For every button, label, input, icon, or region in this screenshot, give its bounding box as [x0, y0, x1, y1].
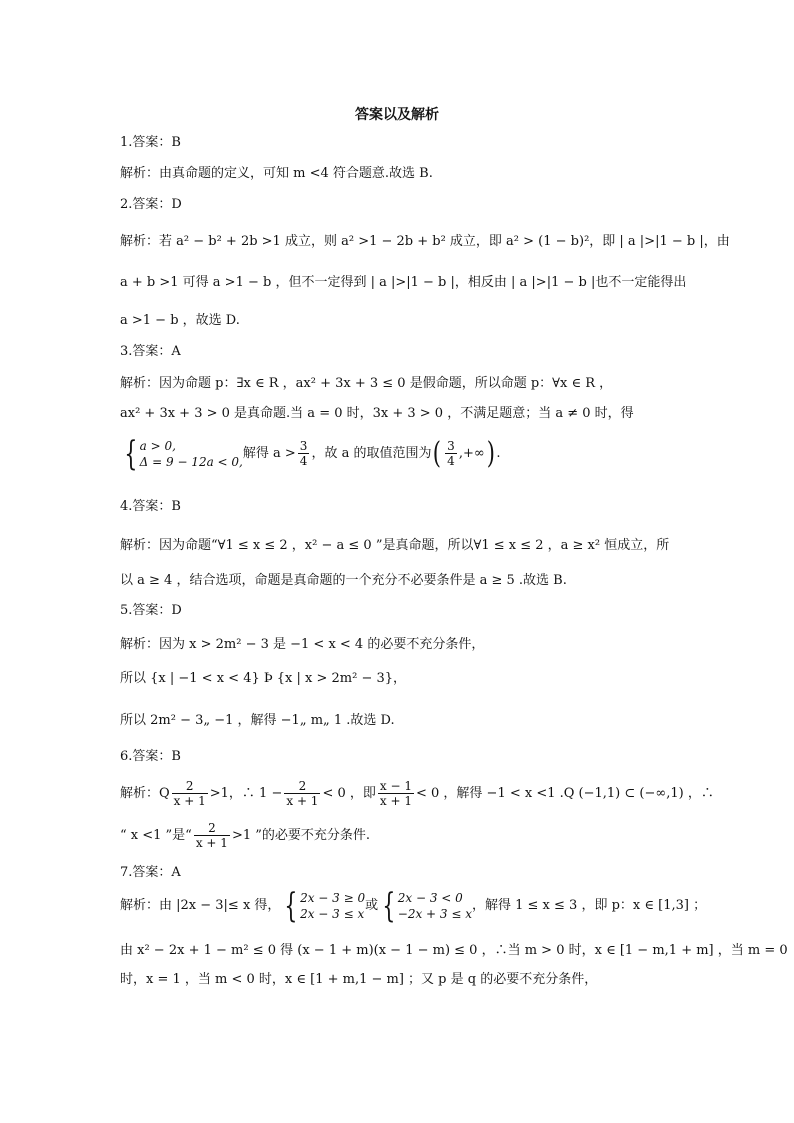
text: 2.答案：D	[120, 197, 182, 212]
text: 解析：若 a² − b² + 2b >1 成立，则 a² >1 − 2b + b² 成立，即 a² > (1 − b)²，即 | a |>|1 − b |，由	[120, 234, 730, 249]
text: a >1 − b ，故选 D.	[120, 313, 240, 328]
text: 以 a ≥ 4 ，结合选项，命题是真命题的一个充分不必要条件是 a ≥ 5 .故选 B.	[120, 573, 567, 588]
analysis-3-line3: { a > 0, Δ = 9 − 12a < 0, 解得 a > $\frac{3}{4}$ ，故 a 的取值范围为( $\frac{3}{4}$ ,+∞) .	[124, 433, 501, 474]
analysis-5-line2	[120, 670, 406, 688]
analysis-2-line2	[120, 274, 686, 292]
text: a + b >1 可得 a >1 − b ，但不一定得到 | a |>|1 − b |，相反由 | a |>|1 − b |也不一定能得出	[120, 275, 687, 290]
left-paren: (	[433, 435, 442, 471]
numerator: 3	[447, 439, 455, 453]
text: 或	[365, 898, 379, 913]
text: 2x − 3 ≥ 0	[300, 890, 366, 905]
fraction-2-over-x1	[172, 779, 208, 808]
left-brace: {	[284, 885, 298, 926]
answer-4	[120, 498, 181, 516]
text: 7.答案：A	[120, 865, 181, 880]
text: Δ = 9 − 12a < 0,	[139, 454, 243, 469]
fraction-2-over-x1-c	[194, 821, 230, 850]
text: 6.答案：B	[120, 749, 181, 764]
fraction-x1-over-x1	[378, 779, 414, 808]
denominator: 4	[447, 454, 455, 468]
analysis-6-line1	[120, 776, 714, 812]
text: 解得 a >	[242, 446, 296, 461]
denominator: x + 1	[286, 794, 319, 808]
analysis-7-line2	[120, 942, 788, 960]
answer-3	[120, 343, 181, 361]
text: ,+∞	[458, 446, 485, 461]
text: 所以 {x | −1 < x < 4} Þ {x | x > 2m² − 3}，	[120, 671, 407, 686]
text: >1，∴ 1 −	[209, 786, 283, 801]
text: 解析：Q	[120, 786, 170, 801]
text: a > 0,	[139, 438, 176, 453]
text: 2x − 3 ≤ x	[300, 906, 365, 921]
text: 时，x = 1 ，当 m < 0 时，x ∈ [1 + m,1 − m] ；又 p 是 q 的必要不充分条件，	[120, 972, 598, 987]
numerator: 3	[299, 439, 308, 453]
numerator: x − 1	[379, 779, 412, 793]
text: ax² + 3x + 3 > 0 是真命题.当 a = 0 时，3x + 3 > 0 ，不满足题意；当 a ≠ 0 时，得	[120, 406, 634, 421]
text: 4.答案：B	[120, 499, 181, 514]
analysis-5-line3	[120, 712, 395, 730]
answer-5	[120, 602, 182, 620]
text: 解析：因为命题 p：∃x ∈ R ，ax² + 3x + 3 ≤ 0 是假命题，所以命题 p：∀x ∈ R ，	[120, 376, 613, 391]
left-brace: {	[124, 433, 138, 474]
page-title: 答案以及解析	[355, 107, 439, 123]
text: 1.答案：B	[120, 135, 181, 150]
text: 5.答案：D	[120, 603, 182, 618]
right-paren: )	[486, 435, 495, 471]
text: 解析：由真命题的定义，可知 m <4 符合题意.故选 B.	[120, 166, 433, 181]
text: < 0 ，解得 −1 < x <1 .Q (−1,1) ⊂ (−∞,1) ，∴	[415, 786, 714, 801]
left-brace: {	[382, 885, 396, 926]
text: 解析：因为命题“∀1 ≤ x ≤ 2 ，x² − a ≤ 0 ”是真命题，所以∀1 ≤ x ≤ 2 ，a ≥ x² 恒成立，所	[120, 538, 670, 553]
text: 解析：因为 x > 2m² − 3 是 −1 < x < 4 的必要不充分条件，	[120, 637, 485, 652]
text: 解析：由 |2x − 3|≤ x 得，	[120, 898, 281, 913]
text: ，解得 1 ≤ x ≤ 3 ，即 p：x ∈ [1,3] ；	[472, 898, 707, 913]
analysis-6-line2	[120, 818, 370, 854]
analysis-1	[120, 165, 433, 183]
equation-system	[140, 438, 243, 470]
numerator: 2	[284, 779, 320, 794]
answer-2	[120, 196, 182, 214]
numerator: 2	[172, 779, 208, 794]
text: >1 ”的必要不充分条件.	[231, 828, 371, 843]
text: “ x <1 ”是“	[120, 828, 192, 843]
fraction-2-over-x1-b	[284, 779, 320, 808]
denominator: x + 1	[173, 794, 206, 808]
answer-7	[120, 864, 181, 882]
analysis-4-line1	[120, 537, 669, 555]
text: < 0 ，即	[322, 786, 376, 801]
fraction-3-4-b	[445, 439, 457, 468]
numerator: 2	[194, 821, 230, 836]
denominator: x + 1	[195, 836, 228, 850]
text: 所以 2m² − 3„ −1 ，解得 −1„ m„ 1 .故选 D.	[120, 713, 395, 728]
text: 3.答案：A	[120, 344, 181, 359]
text: −2x + 3 ≤ x	[397, 906, 472, 921]
text: 由 x² − 2x + 1 − m² ≤ 0 得 (x − 1 + m)(x − 1 − m) ≤ 0 ，∴当 m > 0 时，x ∈ [1 − m,1 + m] ，当 m = 0	[120, 943, 788, 958]
answer-1	[120, 134, 181, 152]
analysis-7-line3	[120, 971, 597, 989]
answer-6	[120, 748, 181, 766]
analysis-2-line3	[120, 312, 240, 330]
analysis-7-line1	[120, 885, 707, 926]
fraction-3-4	[298, 439, 310, 468]
equation-system-b	[398, 890, 472, 922]
equation-system-a	[300, 890, 365, 922]
analysis-3-line1	[120, 375, 612, 393]
denominator: x + 1	[379, 794, 412, 808]
denominator: 4	[299, 454, 308, 468]
text: ，故 a 的取值范围为	[311, 446, 432, 461]
analysis-4-line2	[120, 572, 567, 590]
analysis-3-line2	[120, 405, 634, 423]
analysis-5-line1	[120, 636, 484, 654]
analysis-2-line1	[120, 233, 730, 251]
text: 2x − 3 < 0	[397, 890, 463, 905]
